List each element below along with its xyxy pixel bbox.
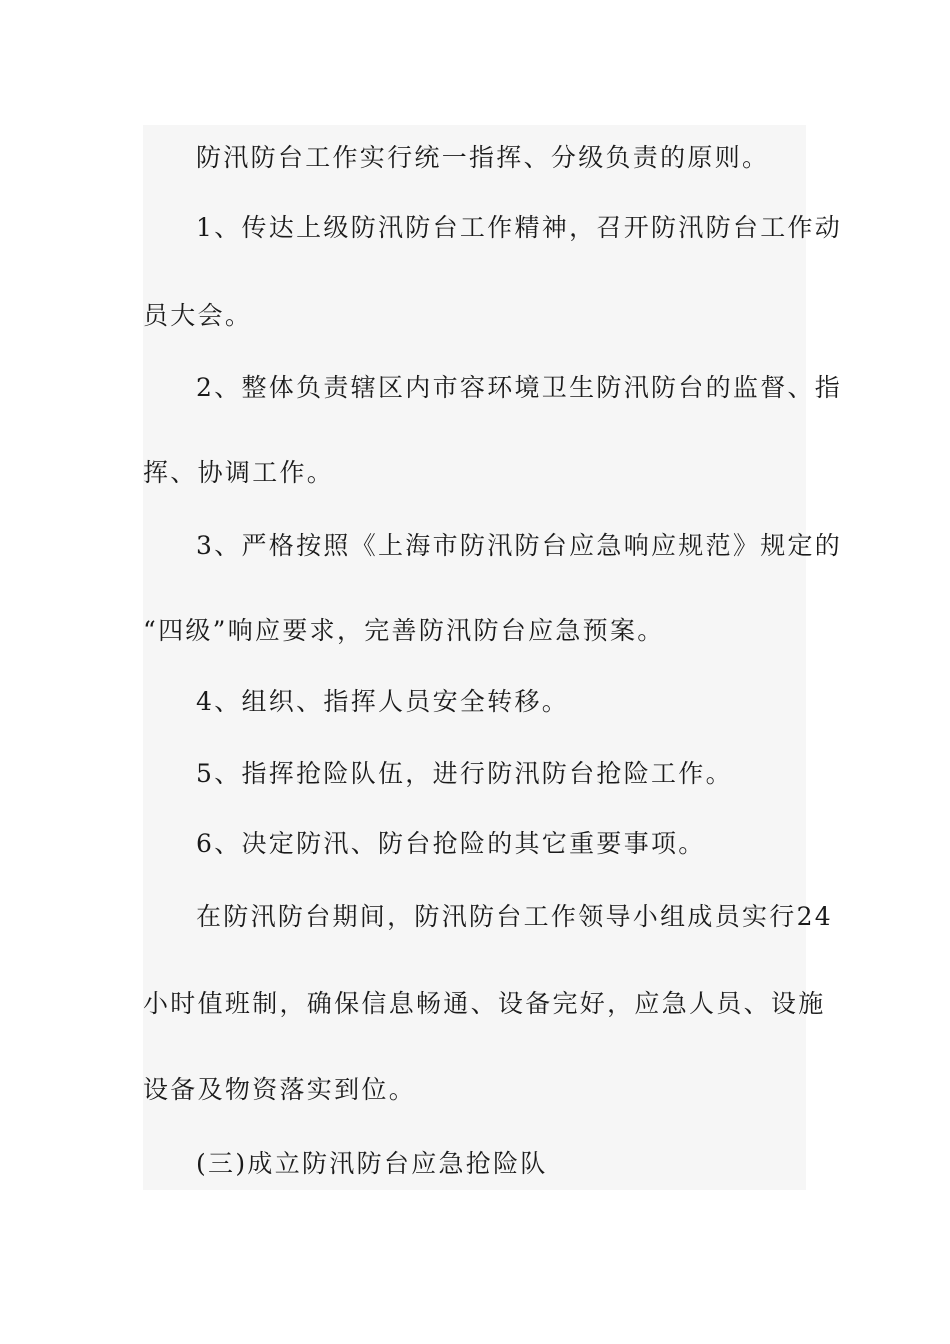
item-4: 4、组织、指挥人员安全转移。 [196,687,570,716]
item-1-line-1: 1、传达上级防汛防台工作精神，召开防汛防台工作动 [196,213,843,242]
item-2-line-1: 2、整体负责辖区内市容环境卫生防汛防台的监督、指 [196,373,843,402]
duty-paragraph-line-3: 设备及物资落实到位。 [143,1075,417,1104]
item-1-line-2: 员大会。 [143,301,253,330]
duty-paragraph-line-2: 小时值班制，确保信息畅通、设备完好，应急人员、设施 [143,989,826,1018]
item-3-line-2: “四级”响应要求，完善防汛防台应急预案。 [143,616,665,645]
paragraph-principle: 防汛防台工作实行统一指挥、分级负责的原则。 [196,143,770,172]
document-page [143,125,843,1190]
item-3-line-1: 3、严格按照《上海市防汛防台应急响应规范》规定的 [196,531,843,560]
section-heading-3: (三)成立防汛防台应急抢险队 [196,1149,548,1178]
item-6: 6、决定防汛、防台抢险的其它重要事项。 [196,829,706,858]
item-5: 5、指挥抢险队伍，进行防汛防台抢险工作。 [196,759,733,788]
item-2-line-2: 挥、协调工作。 [143,458,335,487]
duty-paragraph-line-1: 在防汛防台期间，防汛防台工作领导小组成员实行24 [196,902,834,931]
